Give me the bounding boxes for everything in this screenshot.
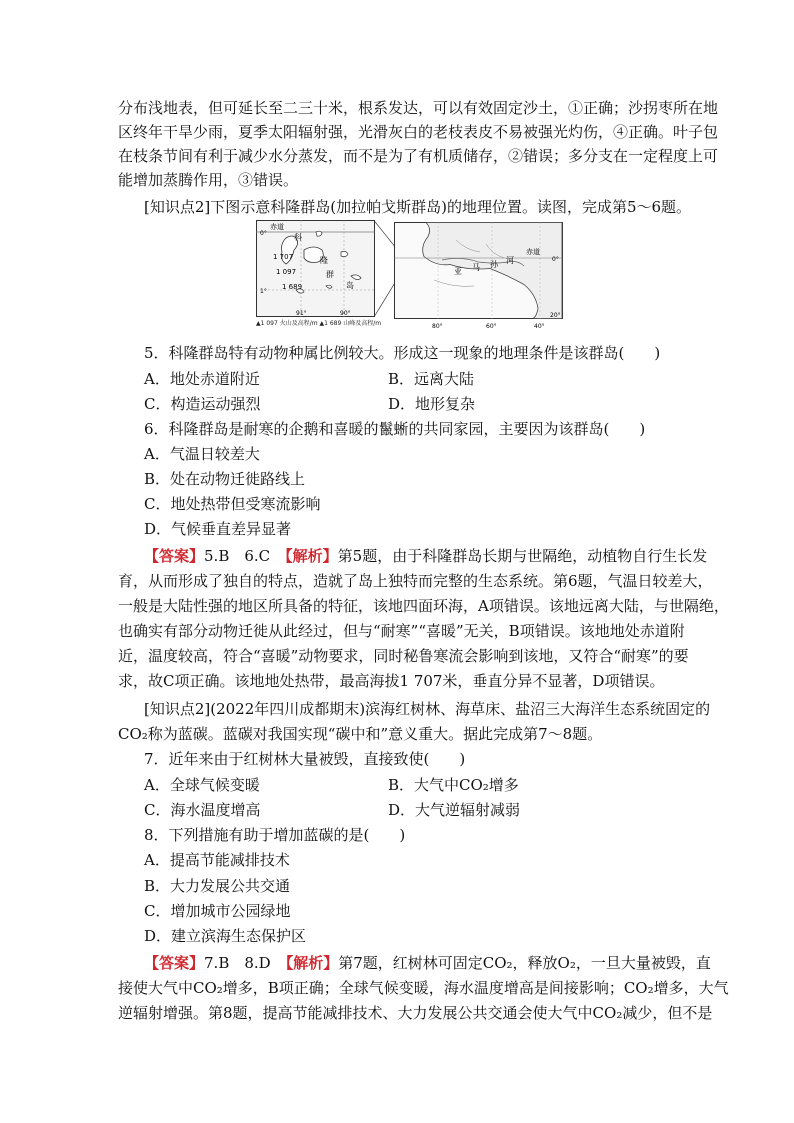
- lon40-label: 40°: [534, 323, 545, 330]
- question-5-option-c: C．构造运动强烈: [144, 395, 261, 413]
- question-5-stem: 5．科隆群岛特有动物种属比例较大。形成这一现象的地理条件是该群岛( ): [144, 344, 661, 362]
- question-5-option-a: A．地处赤道附近: [144, 370, 260, 388]
- inset-lat0-label: 0°: [260, 230, 267, 237]
- equator-label: 赤道: [526, 248, 540, 256]
- question-6-option-a: A．气温日较差大: [144, 445, 260, 463]
- inset-equator-label: 赤道: [270, 223, 284, 231]
- amazon-label-char: 河: [506, 256, 514, 265]
- peak-elevation-label: 1 689: [282, 283, 303, 291]
- text-line: CO₂称为蓝碳。蓝碳对我国实现“碳中和”意义重大。据此完成第7～8题。: [118, 725, 603, 743]
- question-7-option-c: C．海水温度增高: [144, 801, 261, 819]
- answer-tag: 【答案】: [144, 954, 205, 972]
- answer-value: 7.B 8.D: [204, 954, 286, 972]
- answer-tag: 【答案】: [144, 547, 205, 565]
- island-name-char: 科: [294, 233, 302, 242]
- question-8-option-b: B．大力发展公共交通: [144, 877, 291, 895]
- question-5-option-b: B．远离大陆: [388, 370, 475, 388]
- amazon-label-char: 孙: [490, 260, 498, 269]
- amazon-label-char: 亚: [454, 267, 462, 276]
- question-6-option-c: C．地处热带但受寒流影响: [144, 495, 321, 513]
- analysis-tag: 【解析】: [285, 954, 339, 972]
- text-line: 接使大气中CO₂增多，B项正确；全球气候变暖，海水温度增高是间接影响；CO₂增多，大气: [118, 979, 729, 997]
- question-8-option-a: A．提高节能减排技术: [144, 851, 290, 869]
- peak-elevation-label: 1 707: [273, 253, 294, 261]
- question-7-option-a: A．全球气候变暖: [144, 776, 260, 794]
- analysis-text: 第5题，由于科隆群岛长期与世隔绝，动植物自行生长发: [337, 547, 708, 565]
- question-8-option-c: C．增加城市公园绿地: [144, 902, 291, 920]
- text-line: 也确实有部分动物迁徙从此经过，但与“耐寒”“喜暖”无关，B项错误。该地地处赤道附: [118, 622, 685, 640]
- lon60-label: 60°: [486, 323, 497, 330]
- text-line: 求，故C项正确。该地地处热带，最高海拔1 707米，垂直分异不显著，D项错误。: [118, 672, 665, 690]
- map-svg: [256, 220, 566, 332]
- inset-frame: [257, 221, 375, 317]
- knowledge-point-heading: [知识点2](2022年四川成都期末)滨海红树林、海草床、盐沼三大海洋生态系统固定的: [144, 700, 711, 718]
- volcano-elevation-label: 1 097: [276, 268, 297, 276]
- answer-7-8-line: [144, 951, 711, 975]
- question-8-option-d: D．建立滨海生态保护区: [144, 927, 307, 945]
- text-line: 在枝条节间有利于减少水分蒸发，而不是为了有机质储存，②错误；多分支在一定程度上可: [118, 147, 719, 165]
- lon80-label: 80°: [432, 323, 443, 330]
- question-7-option-b: B．大气中CO₂增多: [388, 776, 519, 794]
- island-name-char: 群: [326, 270, 334, 279]
- answer-value: 5.B 6.C: [204, 547, 286, 565]
- analysis-text: 第7题，红树林可固定CO₂，释放O₂，一旦大量被毁，直: [338, 954, 711, 972]
- text-line: 分布浅地表，但可延长至二三十米，根系发达，可以有效固定沙土，①正确；沙拐枣所在地: [118, 99, 719, 117]
- text-line: 能增加蒸腾作用，③错误。: [118, 171, 299, 189]
- question-8-stem: 8．下列措施有助于增加蓝碳的是( ): [144, 826, 406, 844]
- lat20-label: 20°: [550, 312, 561, 319]
- lat0-label: 0°: [552, 256, 559, 263]
- analysis-tag: 【解析】: [285, 547, 338, 565]
- question-5-option-d: D．地形复杂: [388, 395, 476, 413]
- text-line: 一般是大陆性强的地区所具备的特征，该地四面环海，A项错误。该地远离大陆，与世隔绝，: [118, 597, 729, 615]
- text-line: 区终年干旱少雨，夏季太阳辐射强，光滑灰白的老枝表皮不易被强光灼伤，④正确。叶子包: [118, 123, 719, 141]
- knowledge-point-heading: [知识点2]下图示意科隆群岛(加拉帕戈斯群岛)的地理位置。读图，完成第5～6题。: [144, 198, 692, 216]
- legend-peak: ▲1 689 山峰及高程/m: [319, 320, 382, 327]
- inset-lon-label: 91°: [296, 310, 307, 317]
- answer-5-6-line: [144, 544, 708, 568]
- island-name-char: 隆: [320, 256, 328, 265]
- question-6-stem: 6．科隆群岛是耐寒的企鹅和喜暖的鬣蜥的共同家园，主要因为该群岛( ): [144, 420, 646, 438]
- amazon-label-char: 马: [472, 263, 480, 272]
- question-6-option-d: D．气候垂直差异显著: [144, 520, 292, 538]
- question-7-option-d: D．大气逆辐射减弱: [388, 801, 521, 819]
- text-line: 育，从而形成了独自的特点，造就了岛上独特而完整的生态系统。第6题，气温日较差大，: [118, 572, 713, 590]
- question-6-option-b: B．处在动物迁徙路线上: [144, 470, 306, 488]
- island-name-char: 岛: [346, 281, 354, 290]
- inset-lon-label: 90°: [340, 310, 351, 317]
- text-line: 近，温度较高，符合“喜暖”动物要求，同时秘鲁寒流会影响到该地，又符合“耐寒”的要: [118, 647, 689, 665]
- text-line: 逆辐射增强。第8题，提高节能减排技术、大力发展公共交通会使大气中CO₂减少，但不是: [118, 1004, 713, 1022]
- question-7-stem: 7．近年来由于红树林大量被毁，直接致使( ): [144, 750, 466, 768]
- inset-lat1-label: 1°: [260, 288, 267, 295]
- map-legend: [256, 318, 381, 327]
- small-island: [341, 251, 348, 256]
- small-island: [316, 231, 322, 236]
- galapagos-map-figure: [256, 220, 566, 332]
- legend-volcano: ▲1 097 火山及高程/m: [256, 320, 318, 327]
